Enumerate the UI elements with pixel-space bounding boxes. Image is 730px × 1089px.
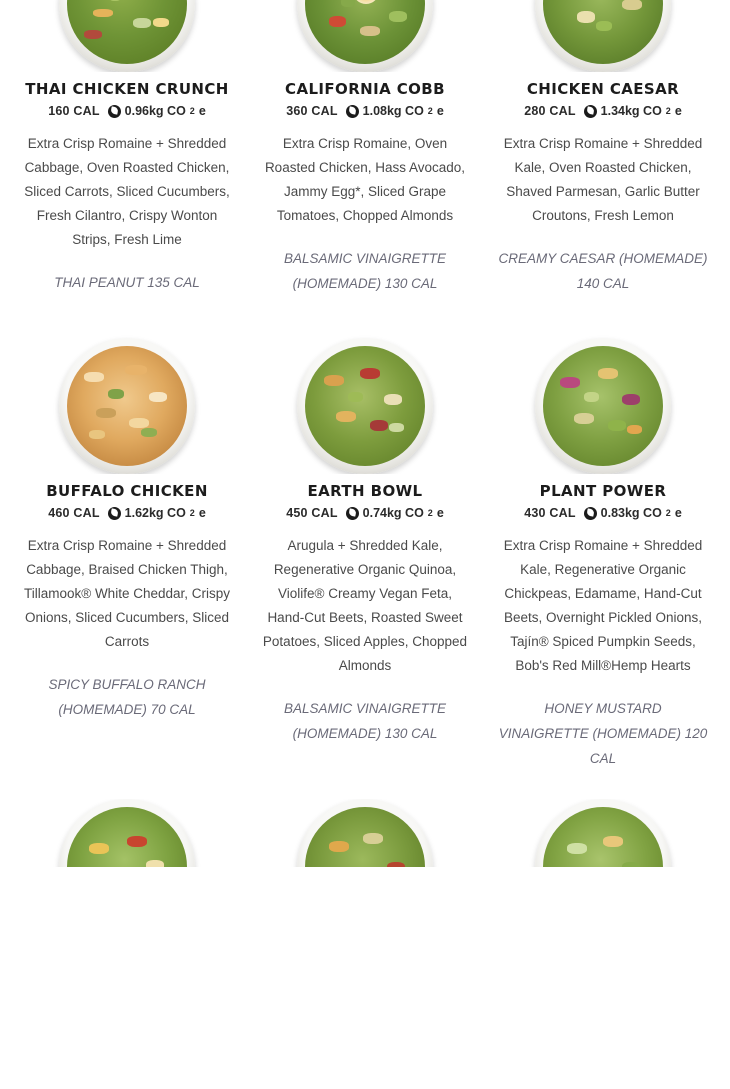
menu-item-meta [22,104,232,118]
salad-bowl-graphic [59,338,195,474]
leaf-icon [584,105,597,118]
salad-bowl-graphic [297,0,433,72]
co2-value [346,104,444,118]
leaf-icon [346,105,359,118]
co2-suffix: e [198,506,206,520]
menu-item-meta [498,104,708,118]
menu-item-meta [260,506,470,520]
calories-value: 430 CAL [524,506,576,520]
salad-bowl-graphic [535,799,671,867]
co2-amount: 1.34kg CO [600,104,662,118]
next-row-bowl-2-image[interactable] [260,799,470,867]
co2-subscript: 2 [189,106,195,116]
co2-subscript: 2 [189,508,195,518]
co2-subscript: 2 [665,508,671,518]
menu-card[interactable] [484,324,722,799]
menu-item-title: CHICKEN CAESAR [526,80,680,98]
plant-power-bowl-image[interactable] [498,324,708,474]
menu-item-meta [22,506,232,520]
calories-value: 460 CAL [48,506,100,520]
menu-item-meta [260,104,470,118]
menu-item-dressing: CREAMY CAESAR (HOMEMADE) 140 CAL [498,251,708,291]
menu-item-title: CALIFORNIA COBB [285,80,445,98]
chicken-caesar-bowl-image[interactable] [498,0,708,72]
menu-card[interactable] [246,324,484,799]
menu-item-dressing: SPICY BUFFALO RANCH (HOMEMADE) 70 CAL [48,677,206,717]
menu-item-ingredients: Extra Crisp Romaine + Shredded Kale, Oven Roasted Chicken, Shaved Parmesan, Garlic Butter Croutons, Fresh Lemon [503,136,703,223]
calories-value: 450 CAL [286,506,338,520]
menu-item-title: PLANT POWER [539,482,667,500]
menu-item-ingredients: Extra Crisp Romaine + Shredded Cabbage, Braised Chicken Thigh, Tillamook® White Cheddar, Crispy Onions, Sliced Cucumbers, Sliced Carrots [23,538,230,649]
earth-bowl-image[interactable] [260,324,470,474]
calories-value: 360 CAL [286,104,338,118]
menu-item-dressing: HONEY MUSTARD VINAIGRETTE (HOMEMADE) 120 CAL [498,701,708,766]
leaf-icon [108,507,121,520]
co2-amount: 0.96kg CO [124,104,186,118]
salad-bowl-graphic [297,338,433,474]
menu-item-ingredients: Extra Crisp Romaine + Shredded Cabbage, Oven Roasted Chicken, Sliced Carrots, Sliced Cucumbers, Fresh Cilantro, Crispy Wonton Strips, Fresh Lime [24,136,230,247]
leaf-icon [108,105,121,118]
california-cobb-bowl-image[interactable] [260,0,470,72]
co2-subscript: 2 [427,106,433,116]
menu-item-dressing: BALSAMIC VINAIGRETTE (HOMEMADE) 130 CAL [283,251,447,291]
co2-suffix: e [436,506,444,520]
menu-item-title: BUFFALO CHICKEN [46,482,208,500]
buffalo-chicken-bowl-image[interactable] [22,324,232,474]
co2-suffix: e [674,104,682,118]
co2-amount: 1.08kg CO [362,104,424,118]
menu-card[interactable] [8,799,246,903]
menu-item-dressing: BALSAMIC VINAIGRETTE (HOMEMADE) 130 CAL [283,701,447,741]
thai-chicken-crunch-bowl-image[interactable] [22,0,232,72]
menu-card[interactable] [8,0,246,324]
co2-value [584,506,682,520]
menu-item-title: THAI CHICKEN CRUNCH [25,80,229,98]
menu-card[interactable] [484,799,722,903]
co2-suffix: e [674,506,682,520]
menu-item-ingredients: Extra Crisp Romaine, Oven Roasted Chicken, Hass Avocado, Jammy Egg*, Sliced Grape Tomatoes, Chopped Almonds [264,136,466,223]
salad-bowl-graphic [535,0,671,72]
salad-bowl-graphic [59,0,195,72]
co2-subscript: 2 [665,106,671,116]
menu-item-title: EARTH BOWL [307,482,423,500]
calories-value: 160 CAL [48,104,100,118]
leaf-icon [346,507,359,520]
leaf-icon [584,507,597,520]
co2-amount: 1.62kg CO [124,506,186,520]
menu-card[interactable] [246,799,484,903]
menu-card[interactable] [484,0,722,324]
salad-bowl-graphic [535,338,671,474]
co2-amount: 0.83kg CO [600,506,662,520]
salad-bowl-graphic [59,799,195,867]
next-row-bowl-1-image[interactable] [22,799,232,867]
co2-amount: 0.74kg CO [362,506,424,520]
menu-item-dressing: THAI PEANUT 135 CAL [54,275,200,290]
menu-card[interactable] [246,0,484,324]
co2-value [584,104,682,118]
menu-item-ingredients: Arugula + Shredded Kale, Regenerative Organic Quinoa, Violife® Creamy Vegan Feta, Hand-Cut Beets, Roasted Sweet Potatoes, Sliced Apples, Chopped Almonds [262,538,468,673]
co2-value [346,506,444,520]
co2-value [108,506,206,520]
co2-suffix: e [198,104,206,118]
co2-value [108,104,206,118]
next-row-bowl-3-image[interactable] [498,799,708,867]
menu-item-meta [498,506,708,520]
menu-card[interactable] [8,324,246,799]
salad-bowl-graphic [297,799,433,867]
co2-subscript: 2 [427,508,433,518]
menu-item-ingredients: Extra Crisp Romaine + Shredded Kale, Regenerative Organic Chickpeas, Edamame, Hand-Cut Beets, Overnight Pickled Onions, Tajín® Spiced Pumpkin Seeds, Bob's Red Mill®Hemp Hearts [503,538,703,673]
co2-suffix: e [436,104,444,118]
calories-value: 280 CAL [524,104,576,118]
